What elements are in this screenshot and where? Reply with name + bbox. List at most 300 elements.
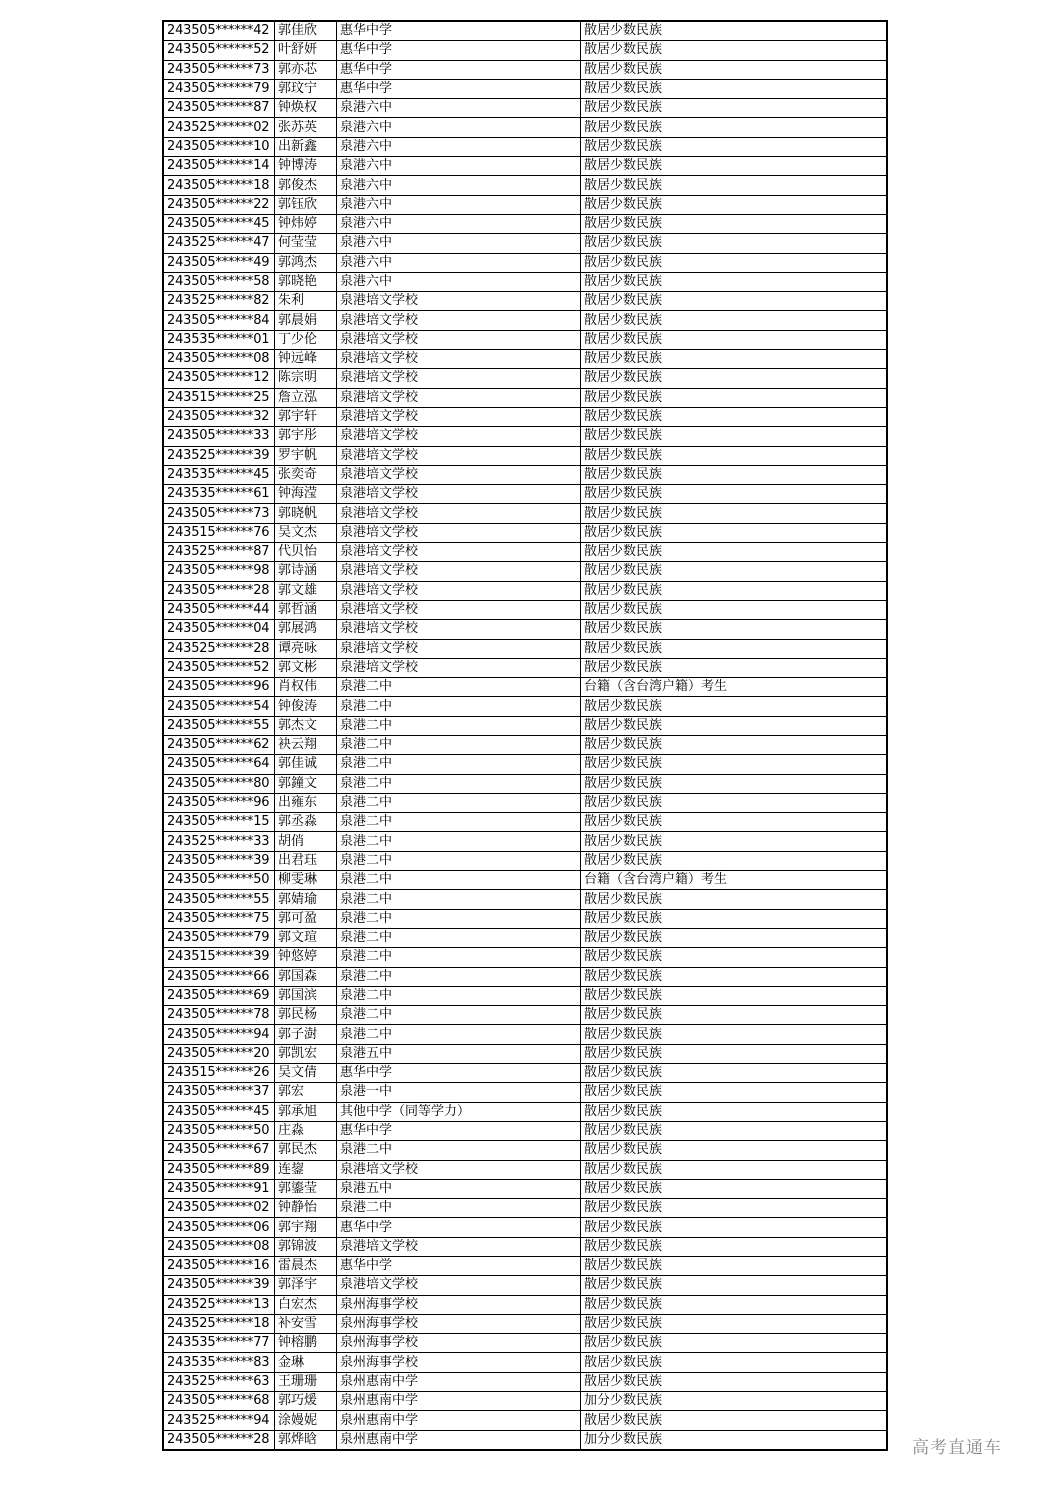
school-cell: 泉港培文学校: [337, 658, 581, 677]
exam-id-cell: 243505******52: [163, 41, 275, 60]
table-row: [163, 446, 887, 465]
name-cell: 代贝怡: [275, 543, 337, 562]
roster-table: [162, 20, 888, 1451]
table-row: [163, 1141, 887, 1160]
school-cell: 泉港二中: [337, 1199, 581, 1218]
school-cell: 泉港培文学校: [337, 311, 581, 330]
school-cell: 泉港二中: [337, 948, 581, 967]
category-cell: 散居少数民族: [581, 234, 888, 253]
exam-id-cell: 243505******14: [163, 157, 275, 176]
exam-id-cell: 243505******44: [163, 600, 275, 619]
exam-id-cell: 243505******37: [163, 1083, 275, 1102]
table-row: [163, 813, 887, 832]
table-row: [163, 388, 887, 407]
school-cell: 泉港二中: [337, 774, 581, 793]
category-cell: 散居少数民族: [581, 350, 888, 369]
category-cell: 散居少数民族: [581, 1025, 888, 1044]
school-cell: 惠华中学: [337, 60, 581, 79]
category-cell: 散居少数民族: [581, 1218, 888, 1237]
roster-table-body: [163, 21, 887, 1450]
table-row: [163, 292, 887, 311]
table-row: [163, 311, 887, 330]
school-cell: 泉港二中: [337, 716, 581, 735]
category-cell: 散居少数民族: [581, 485, 888, 504]
name-cell: 郭锦波: [275, 1237, 337, 1256]
category-cell: 散居少数民族: [581, 195, 888, 214]
table-row: [163, 1392, 887, 1411]
category-cell: 台籍（含台湾户籍）考生: [581, 678, 888, 697]
category-cell: 台籍（含台湾户籍）考生: [581, 871, 888, 890]
category-cell: 散居少数民族: [581, 928, 888, 947]
exam-id-cell: 243505******69: [163, 986, 275, 1005]
exam-id-cell: 243505******02: [163, 1199, 275, 1218]
school-cell: 泉港二中: [337, 1025, 581, 1044]
exam-id-cell: 243505******33: [163, 427, 275, 446]
table-row: [163, 137, 887, 156]
name-cell: 郭民杰: [275, 1141, 337, 1160]
table-row: [163, 523, 887, 542]
table-row: [163, 330, 887, 349]
name-cell: 郭可盈: [275, 909, 337, 928]
table-row: [163, 1006, 887, 1025]
school-cell: 泉港二中: [337, 967, 581, 986]
category-cell: 散居少数民族: [581, 388, 888, 407]
category-cell: 散居少数民族: [581, 909, 888, 928]
category-cell: 散居少数民族: [581, 292, 888, 311]
school-cell: 泉港培文学校: [337, 620, 581, 639]
table-row: [163, 234, 887, 253]
table-row: [163, 967, 887, 986]
name-cell: 郭晓艳: [275, 272, 337, 291]
school-cell: 泉港培文学校: [337, 292, 581, 311]
name-cell: 郭玟宁: [275, 79, 337, 98]
table-row: [163, 697, 887, 716]
name-cell: 郭国森: [275, 967, 337, 986]
table-row: [163, 79, 887, 98]
school-cell: 泉港二中: [337, 697, 581, 716]
name-cell: 钟悠婷: [275, 948, 337, 967]
category-cell: 散居少数民族: [581, 581, 888, 600]
name-cell: 出雍东: [275, 793, 337, 812]
exam-id-cell: 243505******79: [163, 928, 275, 947]
school-cell: 泉州海事学校: [337, 1334, 581, 1353]
category-cell: 散居少数民族: [581, 427, 888, 446]
name-cell: 郭哲涵: [275, 600, 337, 619]
table-row: [163, 1372, 887, 1391]
exam-id-cell: 243525******28: [163, 639, 275, 658]
table-row: [163, 581, 887, 600]
watermark: 高考直通车: [912, 1438, 1002, 1458]
exam-id-cell: 243505******04: [163, 620, 275, 639]
school-cell: 泉港培文学校: [337, 1237, 581, 1256]
table-row: [163, 1102, 887, 1121]
name-cell: 袂云翔: [275, 735, 337, 754]
category-cell: 散居少数民族: [581, 600, 888, 619]
name-cell: 郭文彬: [275, 658, 337, 677]
exam-id-cell: 243505******42: [163, 21, 275, 41]
exam-id-cell: 243505******49: [163, 253, 275, 272]
school-cell: 泉州海事学校: [337, 1314, 581, 1333]
table-row: [163, 1025, 887, 1044]
school-cell: 惠华中学: [337, 1121, 581, 1140]
category-cell: 散居少数民族: [581, 1199, 888, 1218]
name-cell: 郭凯宏: [275, 1044, 337, 1063]
exam-id-cell: 243505******52: [163, 658, 275, 677]
category-cell: 散居少数民族: [581, 99, 888, 118]
category-cell: 散居少数民族: [581, 697, 888, 716]
name-cell: 郭亦芯: [275, 60, 337, 79]
category-cell: 散居少数民族: [581, 1141, 888, 1160]
school-cell: 惠华中学: [337, 79, 581, 98]
category-cell: 散居少数民族: [581, 639, 888, 658]
name-cell: 雷晨杰: [275, 1257, 337, 1276]
category-cell: 散居少数民族: [581, 176, 888, 195]
table-row: [163, 157, 887, 176]
category-cell: 散居少数民族: [581, 1295, 888, 1314]
table-row: [163, 253, 887, 272]
table-row: [163, 774, 887, 793]
category-cell: 散居少数民族: [581, 1276, 888, 1295]
school-cell: 泉港二中: [337, 755, 581, 774]
school-cell: 泉港六中: [337, 195, 581, 214]
category-cell: 散居少数民族: [581, 1257, 888, 1276]
school-cell: 惠华中学: [337, 1257, 581, 1276]
exam-id-cell: 243515******76: [163, 523, 275, 542]
exam-id-cell: 243515******25: [163, 388, 275, 407]
school-cell: 泉港培文学校: [337, 639, 581, 658]
school-cell: 泉州惠南中学: [337, 1430, 581, 1450]
name-cell: 郭鐘文: [275, 774, 337, 793]
name-cell: 郭俊杰: [275, 176, 337, 195]
school-cell: 泉港二中: [337, 735, 581, 754]
name-cell: 郭丞淼: [275, 813, 337, 832]
table-row: [163, 1121, 887, 1140]
name-cell: 涂嫚妮: [275, 1411, 337, 1430]
table-row: [163, 1430, 887, 1450]
exam-id-cell: 243505******58: [163, 272, 275, 291]
category-cell: 散居少数民族: [581, 793, 888, 812]
category-cell: 散居少数民族: [581, 813, 888, 832]
table-row: [163, 639, 887, 658]
exam-id-cell: 243505******98: [163, 562, 275, 581]
name-cell: 金琳: [275, 1353, 337, 1372]
name-cell: 郭泽宇: [275, 1276, 337, 1295]
table-row: [163, 832, 887, 851]
table-row: [163, 890, 887, 909]
category-cell: 散居少数民族: [581, 369, 888, 388]
table-row: [163, 1044, 887, 1063]
school-cell: 泉港培文学校: [337, 1276, 581, 1295]
table-row: [163, 600, 887, 619]
school-cell: 泉港培文学校: [337, 600, 581, 619]
table-row: [163, 1064, 887, 1083]
category-cell: 散居少数民族: [581, 851, 888, 870]
exam-id-cell: 243505******54: [163, 697, 275, 716]
category-cell: 散居少数民族: [581, 272, 888, 291]
name-cell: 郭宏: [275, 1083, 337, 1102]
name-cell: 郭鸿杰: [275, 253, 337, 272]
category-cell: 散居少数民族: [581, 1006, 888, 1025]
name-cell: 何莹莹: [275, 234, 337, 253]
school-cell: 泉港六中: [337, 137, 581, 156]
name-cell: 张奕奇: [275, 465, 337, 484]
school-cell: 惠华中学: [337, 41, 581, 60]
table-row: [163, 1083, 887, 1102]
name-cell: 钟炜婷: [275, 214, 337, 233]
school-cell: 泉港二中: [337, 986, 581, 1005]
school-cell: 泉港二中: [337, 928, 581, 947]
name-cell: 钟静怡: [275, 1199, 337, 1218]
category-cell: 散居少数民族: [581, 620, 888, 639]
name-cell: 郭晓帆: [275, 504, 337, 523]
school-cell: 泉州惠南中学: [337, 1392, 581, 1411]
name-cell: 肖权伟: [275, 678, 337, 697]
category-cell: 散居少数民族: [581, 1353, 888, 1372]
school-cell: 泉港培文学校: [337, 388, 581, 407]
name-cell: 郭鎏莹: [275, 1179, 337, 1198]
name-cell: 郭宇轩: [275, 407, 337, 426]
table-row: [163, 793, 887, 812]
table-row: [163, 60, 887, 79]
school-cell: 泉港培文学校: [337, 369, 581, 388]
exam-id-cell: 243505******75: [163, 909, 275, 928]
category-cell: 散居少数民族: [581, 137, 888, 156]
category-cell: 散居少数民族: [581, 967, 888, 986]
name-cell: 钟远峰: [275, 350, 337, 369]
name-cell: 罗宇帆: [275, 446, 337, 465]
school-cell: 泉港二中: [337, 1006, 581, 1025]
exam-id-cell: 243505******79: [163, 79, 275, 98]
exam-id-cell: 243525******63: [163, 1372, 275, 1391]
name-cell: 胡俏: [275, 832, 337, 851]
exam-id-cell: 243505******68: [163, 1392, 275, 1411]
table-row: [163, 543, 887, 562]
name-cell: 郭展鸿: [275, 620, 337, 639]
school-cell: 泉州海事学校: [337, 1353, 581, 1372]
table-row: [163, 99, 887, 118]
school-cell: 泉港二中: [337, 793, 581, 812]
exam-id-cell: 243505******28: [163, 1430, 275, 1450]
school-cell: 其他中学（同等学力）: [337, 1102, 581, 1121]
name-cell: 吴文杰: [275, 523, 337, 542]
name-cell: 郭烨晗: [275, 1430, 337, 1450]
table-row: [163, 986, 887, 1005]
category-cell: 散居少数民族: [581, 1314, 888, 1333]
exam-id-cell: 243505******20: [163, 1044, 275, 1063]
school-cell: 泉州海事学校: [337, 1295, 581, 1314]
category-cell: 散居少数民族: [581, 214, 888, 233]
school-cell: 泉港五中: [337, 1044, 581, 1063]
school-cell: 惠华中学: [337, 1218, 581, 1237]
table-row: [163, 735, 887, 754]
school-cell: 泉港一中: [337, 1083, 581, 1102]
school-cell: 泉港二中: [337, 909, 581, 928]
exam-id-cell: 243525******39: [163, 446, 275, 465]
category-cell: 散居少数民族: [581, 1179, 888, 1198]
school-cell: 泉港二中: [337, 851, 581, 870]
exam-id-cell: 243525******82: [163, 292, 275, 311]
exam-id-cell: 243505******45: [163, 1102, 275, 1121]
exam-id-cell: 243505******08: [163, 350, 275, 369]
table-row: [163, 1179, 887, 1198]
table-row: [163, 658, 887, 677]
table-row: [163, 928, 887, 947]
school-cell: 泉港培文学校: [337, 562, 581, 581]
exam-id-cell: 243505******39: [163, 1276, 275, 1295]
table-row: [163, 21, 887, 41]
exam-id-cell: 243515******26: [163, 1064, 275, 1083]
category-cell: 散居少数民族: [581, 330, 888, 349]
table-row: [163, 1160, 887, 1179]
category-cell: 散居少数民族: [581, 948, 888, 967]
exam-id-cell: 243505******39: [163, 851, 275, 870]
name-cell: 郭巧煖: [275, 1392, 337, 1411]
exam-id-cell: 243505******78: [163, 1006, 275, 1025]
name-cell: 钟焕权: [275, 99, 337, 118]
category-cell: 散居少数民族: [581, 1102, 888, 1121]
name-cell: 朱利: [275, 292, 337, 311]
name-cell: 叶舒妍: [275, 41, 337, 60]
name-cell: 郭佳欣: [275, 21, 337, 41]
table-row: [163, 716, 887, 735]
category-cell: 散居少数民族: [581, 446, 888, 465]
name-cell: 郭宇翔: [275, 1218, 337, 1237]
exam-id-cell: 243505******84: [163, 311, 275, 330]
exam-id-cell: 243505******08: [163, 1237, 275, 1256]
category-cell: 散居少数民族: [581, 157, 888, 176]
exam-id-cell: 243505******10: [163, 137, 275, 156]
table-row: [163, 1257, 887, 1276]
table-row: [163, 485, 887, 504]
name-cell: 白宏杰: [275, 1295, 337, 1314]
table-row: [163, 1353, 887, 1372]
category-cell: 散居少数民族: [581, 658, 888, 677]
school-cell: 泉港二中: [337, 1141, 581, 1160]
school-cell: 泉港六中: [337, 157, 581, 176]
name-cell: 詹立泓: [275, 388, 337, 407]
exam-id-cell: 243505******50: [163, 871, 275, 890]
category-cell: 散居少数民族: [581, 1334, 888, 1353]
table-row: [163, 465, 887, 484]
school-cell: 泉港六中: [337, 272, 581, 291]
table-row: [163, 350, 887, 369]
category-cell: 散居少数民族: [581, 79, 888, 98]
exam-id-cell: 243505******67: [163, 1141, 275, 1160]
school-cell: 泉港六中: [337, 176, 581, 195]
exam-id-cell: 243505******22: [163, 195, 275, 214]
category-cell: 散居少数民族: [581, 543, 888, 562]
category-cell: 散居少数民族: [581, 118, 888, 137]
exam-id-cell: 243505******96: [163, 793, 275, 812]
table-row: [163, 504, 887, 523]
table-row: [163, 755, 887, 774]
exam-id-cell: 243525******94: [163, 1411, 275, 1430]
exam-id-cell: 243525******33: [163, 832, 275, 851]
exam-id-cell: 243505******45: [163, 214, 275, 233]
school-cell: 泉港六中: [337, 99, 581, 118]
exam-id-cell: 243505******62: [163, 735, 275, 754]
table-row: [163, 1199, 887, 1218]
category-cell: 散居少数民族: [581, 1121, 888, 1140]
school-cell: 泉港培文学校: [337, 330, 581, 349]
table-row: [163, 118, 887, 137]
school-cell: 泉州惠南中学: [337, 1411, 581, 1430]
exam-id-cell: 243505******73: [163, 504, 275, 523]
name-cell: 出君珏: [275, 851, 337, 870]
table-row: [163, 871, 887, 890]
school-cell: 泉港培文学校: [337, 407, 581, 426]
table-row: [163, 620, 887, 639]
school-cell: 惠华中学: [337, 1064, 581, 1083]
school-cell: 泉港六中: [337, 214, 581, 233]
exam-id-cell: 243525******18: [163, 1314, 275, 1333]
exam-id-cell: 243515******39: [163, 948, 275, 967]
category-cell: 散居少数民族: [581, 523, 888, 542]
category-cell: 散居少数民族: [581, 60, 888, 79]
exam-id-cell: 243535******61: [163, 485, 275, 504]
exam-id-cell: 243505******73: [163, 60, 275, 79]
category-cell: 散居少数民族: [581, 1044, 888, 1063]
exam-id-cell: 243505******94: [163, 1025, 275, 1044]
table-row: [163, 214, 887, 233]
name-cell: 郭民杨: [275, 1006, 337, 1025]
school-cell: 泉港五中: [337, 1179, 581, 1198]
table-row: [163, 1334, 887, 1353]
name-cell: 郭诗涵: [275, 562, 337, 581]
name-cell: 郭钰欣: [275, 195, 337, 214]
exam-id-cell: 243525******87: [163, 543, 275, 562]
table-row: [163, 678, 887, 697]
category-cell: 散居少数民族: [581, 890, 888, 909]
school-cell: 泉港二中: [337, 678, 581, 697]
exam-id-cell: 243535******77: [163, 1334, 275, 1353]
name-cell: 郭文雄: [275, 581, 337, 600]
table-row: [163, 369, 887, 388]
name-cell: 王珊珊: [275, 1372, 337, 1391]
category-cell: 散居少数民族: [581, 986, 888, 1005]
table-row: [163, 407, 887, 426]
category-cell: 散居少数民族: [581, 562, 888, 581]
school-cell: 惠华中学: [337, 21, 581, 41]
name-cell: 连鋆: [275, 1160, 337, 1179]
table-row: [163, 1314, 887, 1333]
category-cell: 散居少数民族: [581, 21, 888, 41]
table-row: [163, 1218, 887, 1237]
table-row: [163, 562, 887, 581]
category-cell: 散居少数民族: [581, 311, 888, 330]
exam-id-cell: 243505******96: [163, 678, 275, 697]
name-cell: 补安雪: [275, 1314, 337, 1333]
table-row: [163, 427, 887, 446]
name-cell: 柳雯琳: [275, 871, 337, 890]
school-cell: 泉港培文学校: [337, 543, 581, 562]
exam-id-cell: 243505******91: [163, 1179, 275, 1198]
name-cell: 钟榕鹏: [275, 1334, 337, 1353]
category-cell: 散居少数民族: [581, 504, 888, 523]
exam-id-cell: 243505******12: [163, 369, 275, 388]
exam-id-cell: 243505******66: [163, 967, 275, 986]
table-row: [163, 1237, 887, 1256]
name-cell: 郭文瑄: [275, 928, 337, 947]
school-cell: 泉港六中: [337, 253, 581, 272]
school-cell: 泉港培文学校: [337, 446, 581, 465]
category-cell: 散居少数民族: [581, 1372, 888, 1391]
category-cell: 散居少数民族: [581, 1237, 888, 1256]
category-cell: 散居少数民族: [581, 1064, 888, 1083]
name-cell: 郭国滨: [275, 986, 337, 1005]
exam-id-cell: 243505******16: [163, 1257, 275, 1276]
school-cell: 泉港培文学校: [337, 350, 581, 369]
